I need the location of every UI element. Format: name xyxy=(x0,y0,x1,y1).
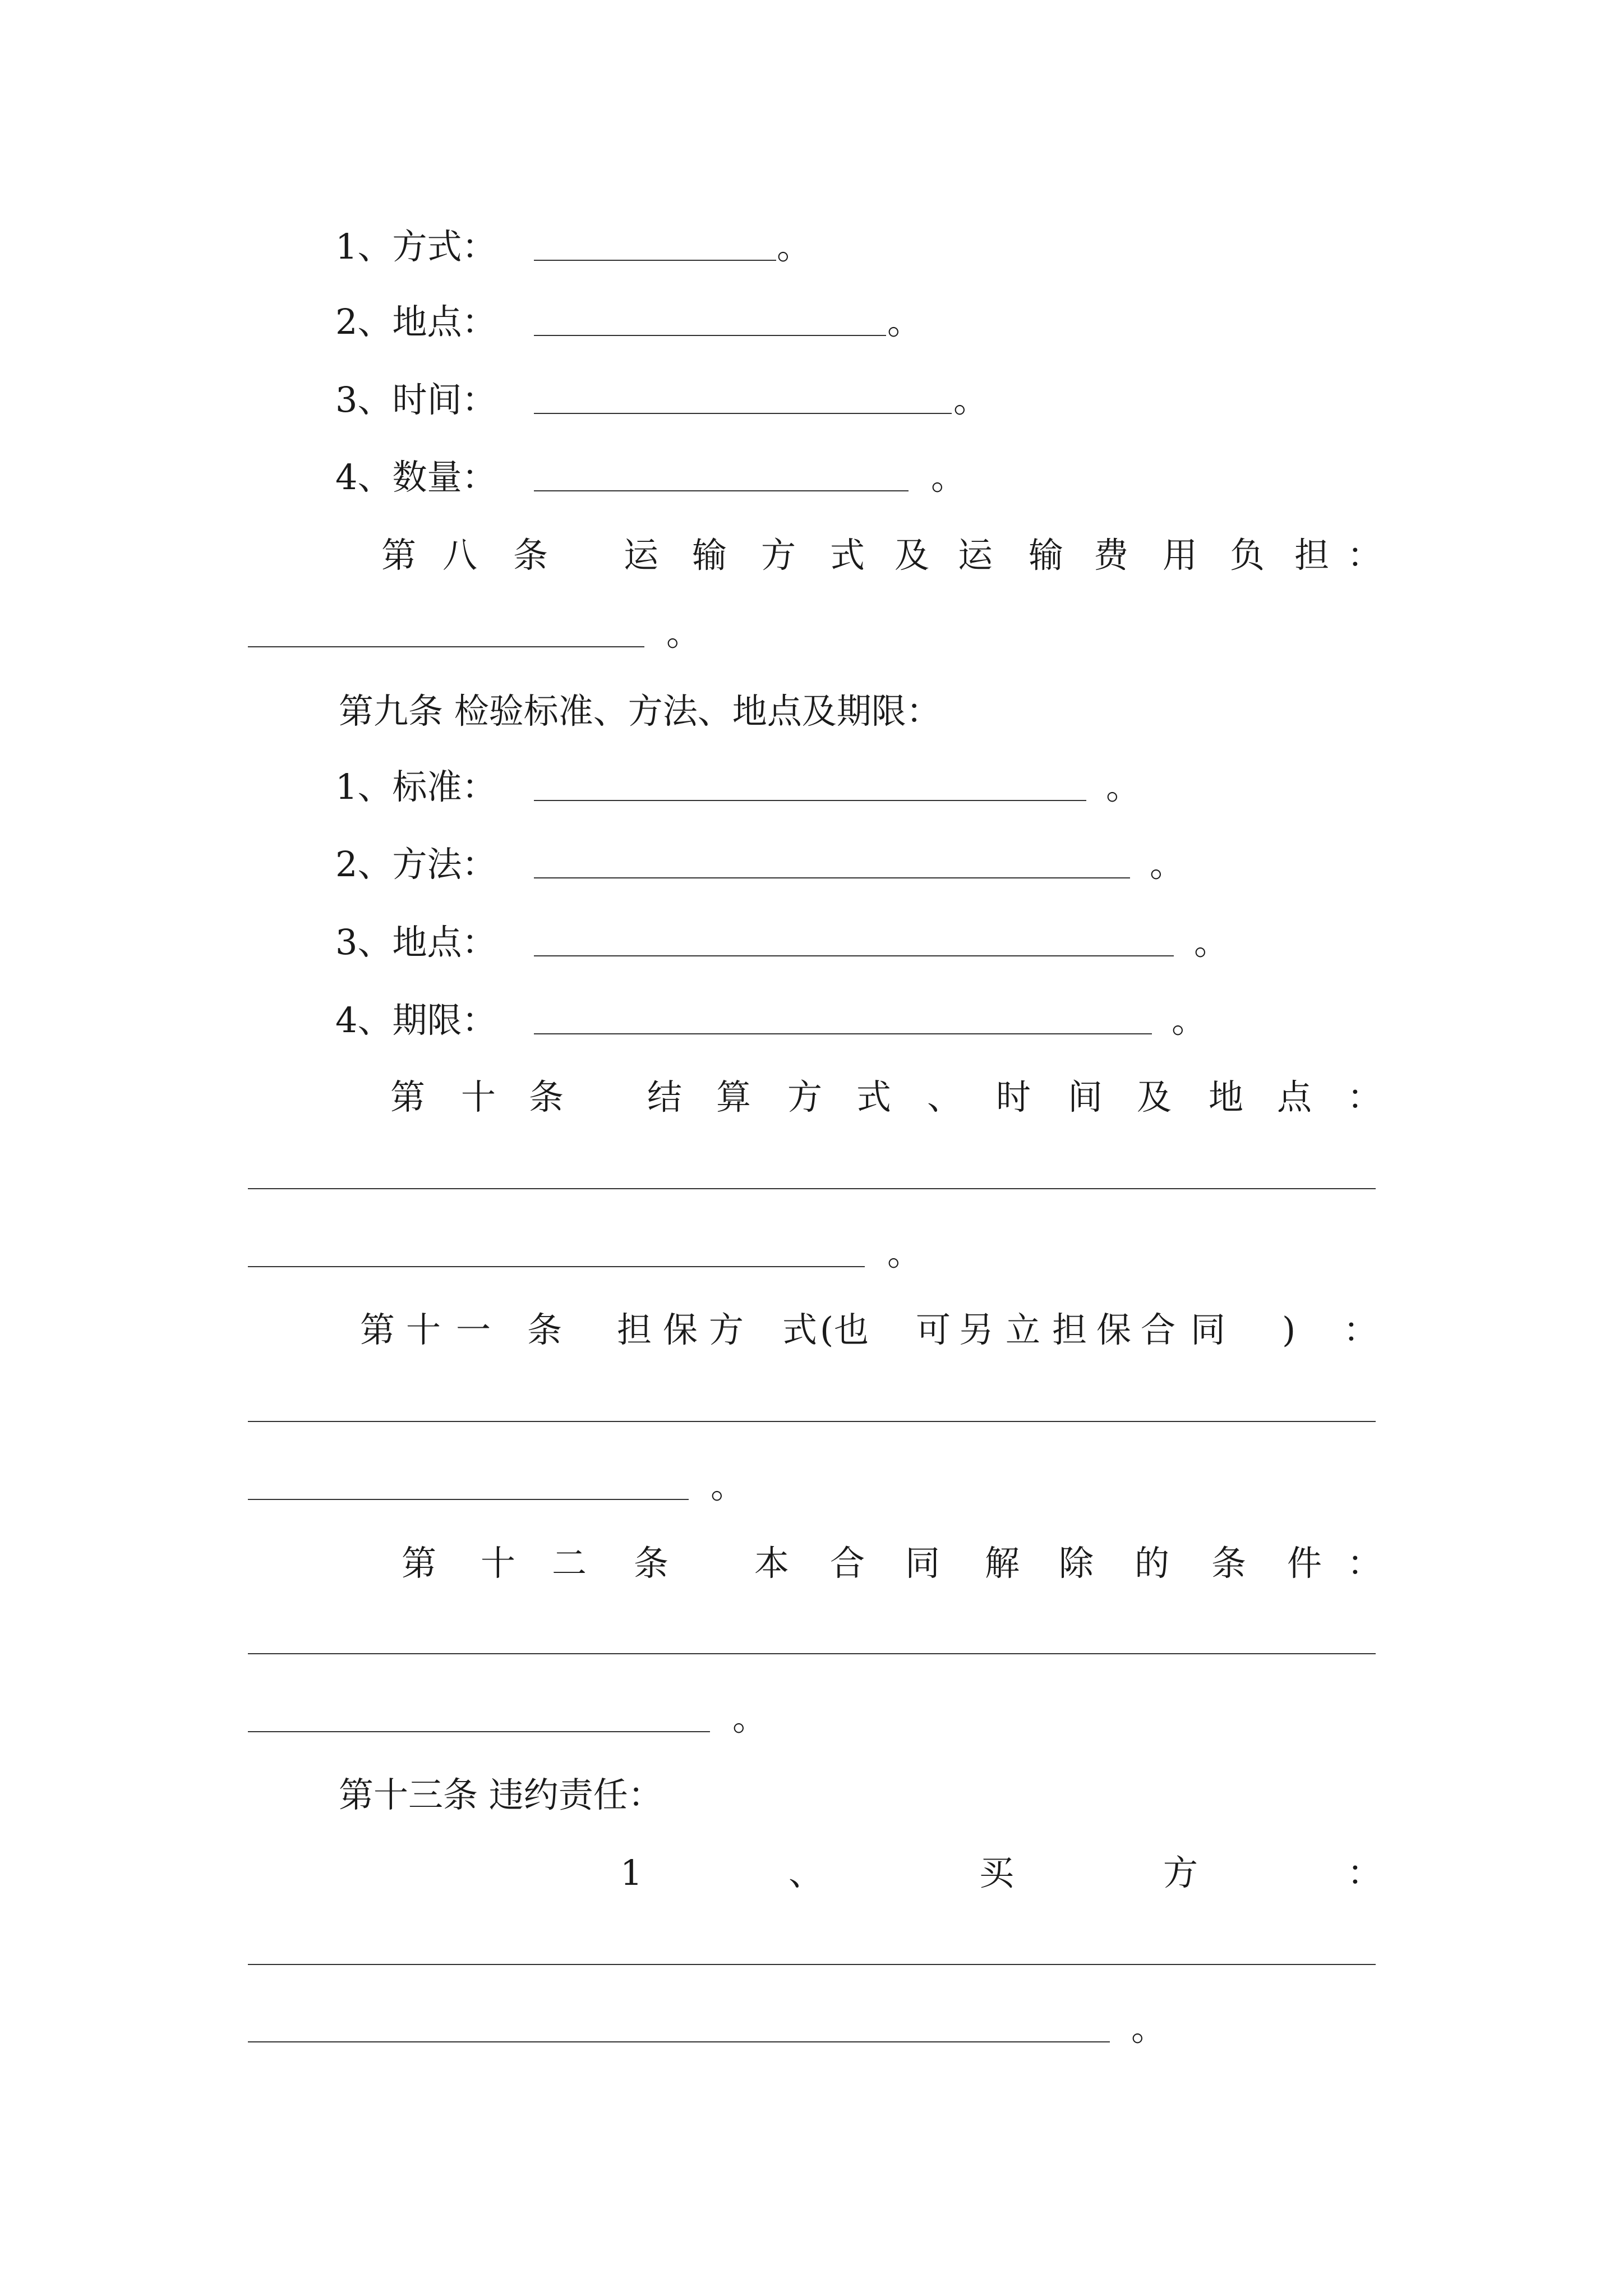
fill-blank[interactable] xyxy=(534,877,1130,878)
fill-blank[interactable] xyxy=(248,1188,1376,1189)
delivery-item-3 xyxy=(0,375,1623,425)
heading-char: 第 xyxy=(402,1543,437,1584)
heading-char: 用 xyxy=(1163,535,1198,576)
fill-blank[interactable] xyxy=(534,413,952,414)
item-label: 3、地点： xyxy=(335,922,497,963)
article-11-answer-line-1 xyxy=(0,1383,1623,1433)
fill-blank[interactable] xyxy=(248,1964,1376,1965)
heading-char: 十 xyxy=(481,1543,516,1584)
item-label: 4、数量： xyxy=(335,457,497,498)
item-label: 1、方式： xyxy=(335,226,497,267)
inspection-item-3 xyxy=(0,917,1623,968)
heading-char: ： xyxy=(1347,535,1382,576)
fill-blank[interactable] xyxy=(248,2041,1110,2042)
heading-char: 担 xyxy=(1052,1309,1087,1350)
period: 。 xyxy=(1106,766,1141,807)
fill-blank[interactable] xyxy=(248,1731,710,1732)
fill-blank[interactable] xyxy=(248,1421,1376,1422)
heading-char: 可 xyxy=(916,1309,951,1350)
item-label: 2、地点： xyxy=(335,301,497,342)
fill-blank[interactable] xyxy=(248,1653,1376,1654)
heading-char: 保 xyxy=(663,1309,698,1350)
heading-char: 结 xyxy=(647,1076,683,1117)
heading-char: 方 xyxy=(761,535,796,576)
heading-char: ： xyxy=(1347,1852,1382,1893)
heading-char: 也 xyxy=(834,1309,869,1350)
period: 。 xyxy=(1150,844,1185,885)
heading-char: 第 xyxy=(360,1309,395,1350)
heading-char: 第 xyxy=(381,535,417,576)
article-13-answer-line-1 xyxy=(0,1926,1623,1976)
heading-char: 方 xyxy=(787,1076,823,1117)
fill-blank[interactable] xyxy=(534,490,909,491)
heading-char: 输 xyxy=(1029,535,1064,576)
heading-char: 及 xyxy=(895,535,930,576)
heading-char: 地 xyxy=(1209,1076,1244,1117)
heading-char: 保 xyxy=(1096,1309,1132,1350)
heading-char: 及 xyxy=(1137,1076,1172,1117)
period: 。 xyxy=(1131,2008,1166,2049)
fill-blank[interactable] xyxy=(534,955,1174,956)
heading-char: 第 xyxy=(390,1076,426,1117)
heading-char: ： xyxy=(1347,1543,1382,1584)
period: 。 xyxy=(953,379,989,420)
heading-char: 式 xyxy=(782,1309,818,1350)
fill-blank[interactable] xyxy=(248,1499,689,1500)
heading-char: ： xyxy=(1347,1076,1382,1117)
period: 。 xyxy=(887,1232,923,1273)
heading-char: 一 xyxy=(456,1309,491,1350)
article-12-answer-line-1 xyxy=(0,1615,1623,1665)
heading-char: 同 xyxy=(905,1543,940,1584)
heading-char: ) xyxy=(1282,1309,1296,1350)
heading-char: 算 xyxy=(716,1076,751,1117)
inspection-item-4 xyxy=(0,995,1623,1046)
heading-char: 同 xyxy=(1191,1309,1226,1350)
heading-char: 运 xyxy=(624,535,659,576)
article-8-heading xyxy=(0,530,1623,581)
heading-char: 解 xyxy=(985,1543,1020,1584)
inspection-item-2 xyxy=(0,839,1623,890)
heading-char: 运 xyxy=(958,535,993,576)
heading-char: 十 xyxy=(406,1309,441,1350)
fill-blank[interactable] xyxy=(534,260,776,261)
article-10-answer-line-2 xyxy=(0,1228,1623,1278)
heading-char: 条 xyxy=(527,1309,562,1350)
fill-blank[interactable] xyxy=(248,646,644,647)
article-12-answer-line-2 xyxy=(0,1693,1623,1743)
heading-char: 、 xyxy=(927,1076,962,1117)
period: 。 xyxy=(887,301,923,342)
period: 。 xyxy=(1194,922,1229,963)
heading-char: 输 xyxy=(692,535,727,576)
fill-blank[interactable] xyxy=(534,800,1086,801)
heading-char: 条 xyxy=(634,1543,669,1584)
fill-blank[interactable] xyxy=(248,1266,865,1267)
heading-char: 件 xyxy=(1287,1543,1322,1584)
article-11-heading xyxy=(0,1305,1623,1355)
heading-char: 本 xyxy=(754,1543,790,1584)
heading-char: 条 xyxy=(529,1076,564,1117)
heading-char: 八 xyxy=(442,535,478,576)
article-10-answer-line-1 xyxy=(0,1150,1623,1200)
fill-blank[interactable] xyxy=(534,335,886,336)
heading-char: 费 xyxy=(1094,535,1129,576)
article-9-heading xyxy=(0,686,1623,737)
period: 。 xyxy=(711,1465,746,1506)
article-11-answer-line-2 xyxy=(0,1461,1623,1511)
item-label: 4、期限： xyxy=(335,1000,497,1041)
article-8-answer xyxy=(0,608,1623,659)
item-label: 1、标准： xyxy=(335,766,497,807)
heading-char: ： xyxy=(1343,1309,1378,1350)
heading-char: 时 xyxy=(996,1076,1031,1117)
item-label: 2、方法： xyxy=(335,844,497,885)
article-10-heading xyxy=(0,1072,1623,1122)
heading-char: 的 xyxy=(1135,1543,1170,1584)
heading-char: 立 xyxy=(1006,1309,1041,1350)
heading-char: 条 xyxy=(1211,1543,1247,1584)
heading-char: 式 xyxy=(830,535,865,576)
heading-char: 担 xyxy=(1294,535,1330,576)
period: 。 xyxy=(732,1697,768,1738)
fill-blank[interactable] xyxy=(534,1033,1152,1034)
heading-char: 二 xyxy=(552,1543,587,1584)
period: 。 xyxy=(1172,1000,1207,1041)
delivery-item-2 xyxy=(0,297,1623,347)
period: 。 xyxy=(666,613,702,654)
heading-char: 另 xyxy=(959,1309,994,1350)
article-heading: 第十三条 违约责任： xyxy=(339,1774,663,1815)
heading-char: 1 xyxy=(620,1852,643,1893)
article-12-heading xyxy=(0,1538,1623,1589)
heading-char: 买 xyxy=(979,1852,1015,1893)
heading-char: 式 xyxy=(856,1076,892,1117)
heading-char: 合 xyxy=(830,1543,865,1584)
heading-char: 除 xyxy=(1059,1543,1094,1584)
heading-char: 负 xyxy=(1230,535,1265,576)
heading-char: 间 xyxy=(1068,1076,1103,1117)
item-label: 3、时间： xyxy=(335,379,497,420)
heading-char: 点 xyxy=(1277,1076,1312,1117)
article-13-heading xyxy=(0,1770,1623,1820)
period: 。 xyxy=(777,226,812,267)
heading-char: 、 xyxy=(789,1852,824,1893)
delivery-item-1 xyxy=(0,222,1623,272)
inspection-item-1 xyxy=(0,762,1623,812)
article-13-item-1-heading xyxy=(0,1848,1623,1898)
heading-char: 条 xyxy=(513,535,548,576)
heading-char: ( xyxy=(820,1309,834,1350)
period: 。 xyxy=(931,457,966,498)
heading-char: 合 xyxy=(1141,1309,1176,1350)
heading-char: 方 xyxy=(1163,1852,1198,1893)
heading-char: 十 xyxy=(461,1076,496,1117)
delivery-item-4 xyxy=(0,452,1623,503)
article-13-answer-line-2 xyxy=(0,2003,1623,2054)
heading-char: 方 xyxy=(709,1309,744,1350)
heading-char: 担 xyxy=(617,1309,652,1350)
article-heading: 第九条 检验标准、方法、地点及期限： xyxy=(339,691,941,731)
